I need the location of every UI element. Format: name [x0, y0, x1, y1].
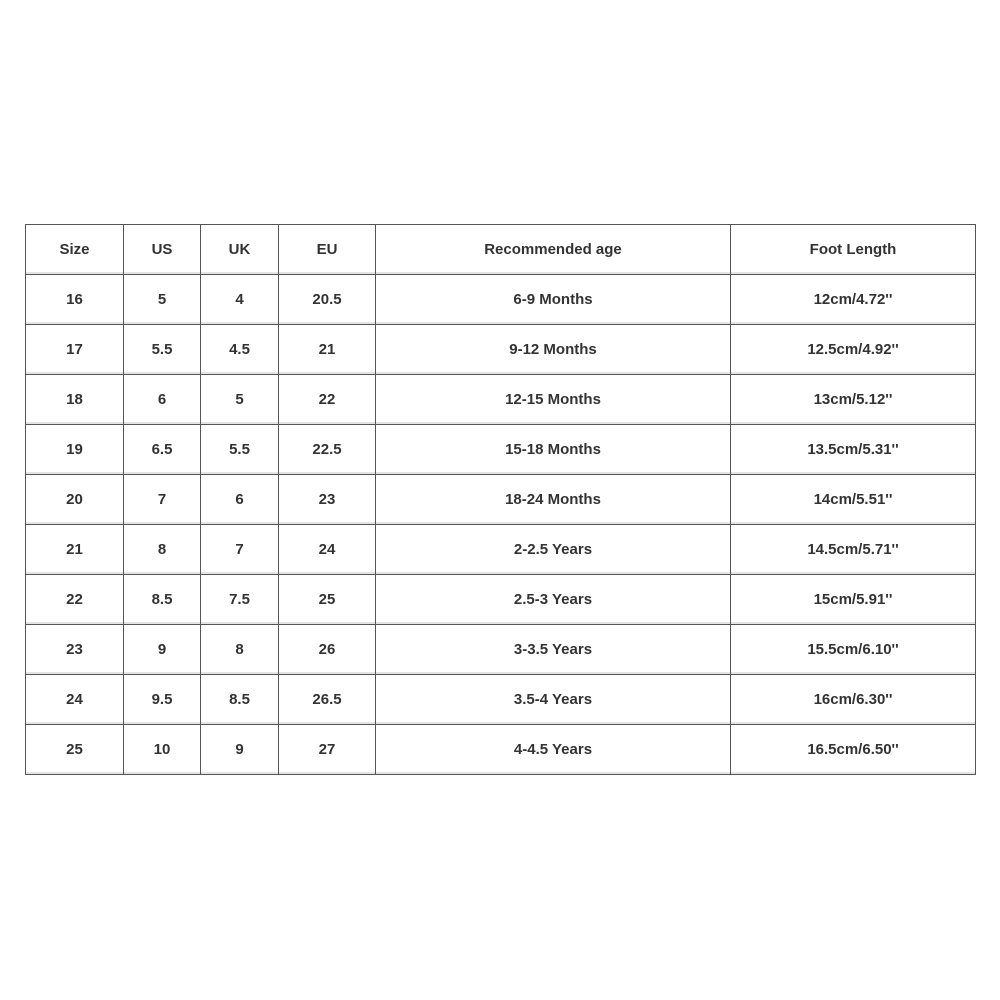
header-size: Size	[26, 225, 124, 275]
cell-uk: 6	[201, 475, 279, 525]
cell-eu: 24	[279, 525, 376, 575]
cell-eu: 22.5	[279, 425, 376, 475]
cell-eu: 21	[279, 325, 376, 375]
cell-recommended-age: 18-24 Months	[376, 475, 731, 525]
cell-recommended-age: 9-12 Months	[376, 325, 731, 375]
cell-uk: 4	[201, 275, 279, 325]
table-row	[26, 525, 976, 575]
table-row	[26, 725, 976, 775]
table-row	[26, 475, 976, 525]
header-foot-length: Foot Length	[731, 225, 976, 275]
cell-us: 8.5	[124, 575, 201, 625]
cell-eu: 26.5	[279, 675, 376, 725]
cell-size: 19	[26, 425, 124, 475]
table-row	[26, 275, 976, 325]
cell-eu: 22	[279, 375, 376, 425]
cell-foot-length: 12.5cm/4.92''	[731, 325, 976, 375]
cell-recommended-age: 4-4.5 Years	[376, 725, 731, 775]
cell-foot-length: 13cm/5.12''	[731, 375, 976, 425]
cell-size: 23	[26, 625, 124, 675]
cell-us: 9.5	[124, 675, 201, 725]
cell-recommended-age: 2.5-3 Years	[376, 575, 731, 625]
cell-foot-length: 12cm/4.72''	[731, 275, 976, 325]
table-row	[26, 625, 976, 675]
cell-us: 6.5	[124, 425, 201, 475]
cell-recommended-age: 3.5-4 Years	[376, 675, 731, 725]
cell-eu: 25	[279, 575, 376, 625]
cell-us: 5	[124, 275, 201, 325]
cell-us: 10	[124, 725, 201, 775]
cell-recommended-age: 3-3.5 Years	[376, 625, 731, 675]
cell-uk: 7	[201, 525, 279, 575]
cell-us: 5.5	[124, 325, 201, 375]
header-us: US	[124, 225, 201, 275]
header-eu: EU	[279, 225, 376, 275]
table-row	[26, 575, 976, 625]
table-row	[26, 425, 976, 475]
cell-foot-length: 13.5cm/5.31''	[731, 425, 976, 475]
cell-foot-length: 16cm/6.30''	[731, 675, 976, 725]
cell-us: 8	[124, 525, 201, 575]
cell-size: 21	[26, 525, 124, 575]
cell-us: 9	[124, 625, 201, 675]
cell-recommended-age: 15-18 Months	[376, 425, 731, 475]
cell-size: 16	[26, 275, 124, 325]
cell-eu: 20.5	[279, 275, 376, 325]
cell-size: 22	[26, 575, 124, 625]
cell-foot-length: 15cm/5.91''	[731, 575, 976, 625]
cell-foot-length: 14cm/5.51''	[731, 475, 976, 525]
table-row	[26, 675, 976, 725]
cell-uk: 9	[201, 725, 279, 775]
table-header-row	[26, 225, 976, 275]
cell-size: 20	[26, 475, 124, 525]
cell-recommended-age: 2-2.5 Years	[376, 525, 731, 575]
cell-us: 6	[124, 375, 201, 425]
cell-foot-length: 14.5cm/5.71''	[731, 525, 976, 575]
header-recommended-age: Recommended age	[376, 225, 731, 275]
table-row	[26, 325, 976, 375]
cell-foot-length: 15.5cm/6.10''	[731, 625, 976, 675]
cell-uk: 8.5	[201, 675, 279, 725]
table-row	[26, 375, 976, 425]
size-chart-table	[25, 224, 976, 775]
cell-eu: 26	[279, 625, 376, 675]
cell-recommended-age: 6-9 Months	[376, 275, 731, 325]
cell-eu: 27	[279, 725, 376, 775]
cell-size: 18	[26, 375, 124, 425]
cell-uk: 5.5	[201, 425, 279, 475]
header-uk: UK	[201, 225, 279, 275]
cell-us: 7	[124, 475, 201, 525]
cell-size: 25	[26, 725, 124, 775]
cell-uk: 8	[201, 625, 279, 675]
cell-recommended-age: 12-15 Months	[376, 375, 731, 425]
cell-size: 17	[26, 325, 124, 375]
cell-eu: 23	[279, 475, 376, 525]
cell-uk: 4.5	[201, 325, 279, 375]
cell-uk: 5	[201, 375, 279, 425]
cell-foot-length: 16.5cm/6.50''	[731, 725, 976, 775]
cell-uk: 7.5	[201, 575, 279, 625]
cell-size: 24	[26, 675, 124, 725]
